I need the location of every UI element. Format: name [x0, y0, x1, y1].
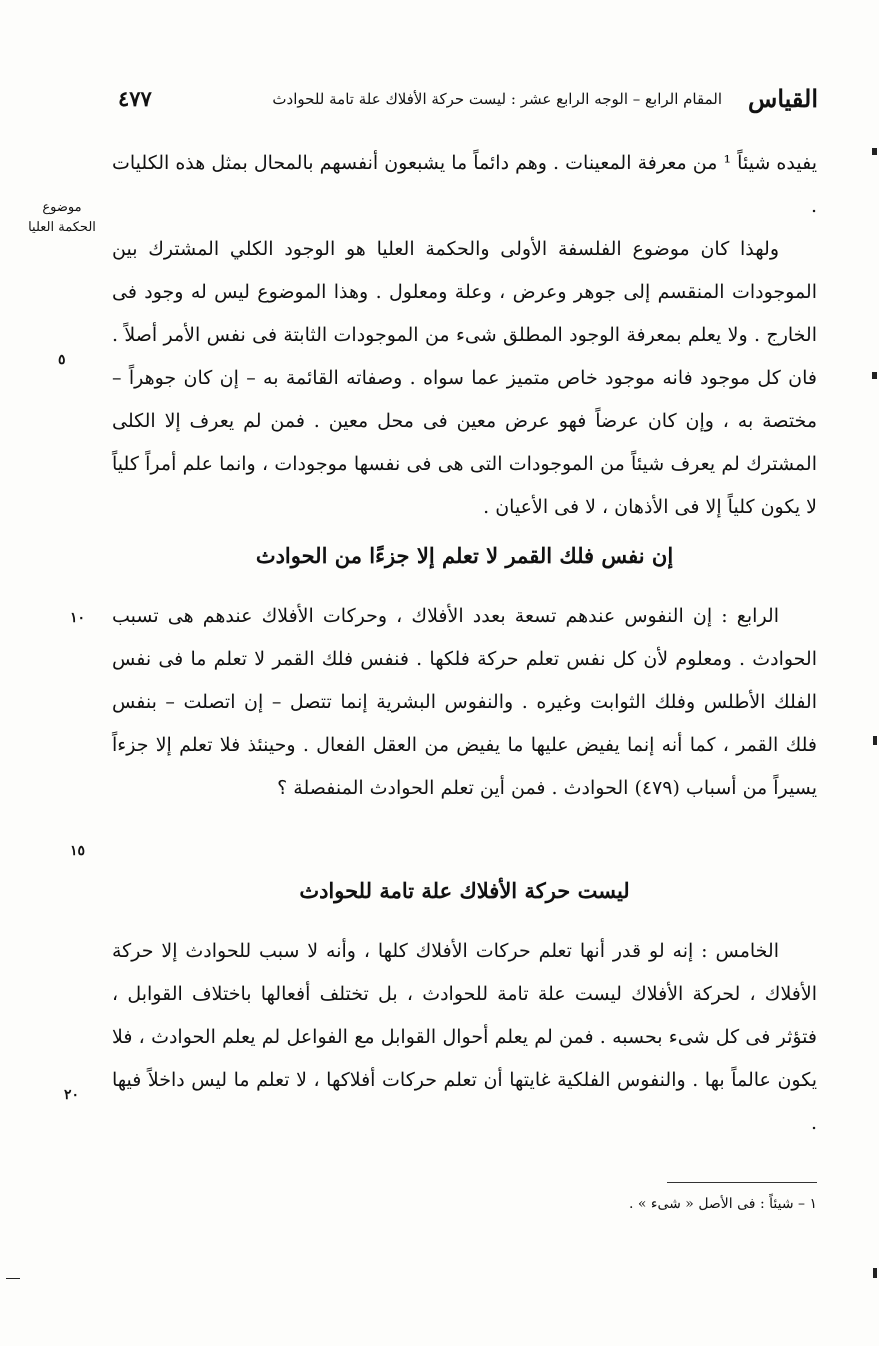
- paragraph-2: ولهذا كان موضوع الفلسفة الأولى والحكمة العليا هو الوجود الكلي المشترك بين الموجودات المنقسم إلى جوهر وعرض ، وعلة ومعلول . وهذا الموضوع ليس له وجود فى الخارج . ولا يعلم بمعرفة الوجود المطلق شىء من الموجودات الثابتة فى نفس الأمر أصلاً . فان كل موجود فانه موجود خاص متميز عما سواه . وصفاته القائمة به – إن كان جوهراً – مختصة به ، وإن كان عرضاً فهو عرض معين فى محل معين . فمن لم يعرف إلا الكلى المشترك لم يعرف شيئاً من الموجودات التى هى فى نفسها موجودات ، وانما علم أمراً كلياً لا يكون كلياً إلا فى الأذهان ، لا فى الأعيان .: [112, 238, 817, 518]
- footnote: ١ – شيئاً : فى الأصل « شىء » .: [628, 1196, 817, 1212]
- line-number-15: ١٥: [70, 843, 86, 859]
- body-text-block-3: [112, 930, 817, 1145]
- line-number-10: ١٠: [70, 610, 86, 626]
- paragraph-3: الرابع : إن النفوس عندهم تسعة بعدد الأفلاك ، وحركات الأفلاك عندهم هى تسبب الحوادث . ومعلوم لأن كل نفس تعلم حركة فلكها . فنفس فلك القمر لا تعلم ما فى نفس الفلك الأطلس وفلك الثوابت وغيره . والنفوس البشرية إنما تتصل – إن اتصلت – بنفس فلك القمر ، كما أنه إنما يفيض عليها ما يفيض من العقل الفعال . وحينئذ فلا تعلم إلا جزءاً يسيراً من أسباب (٤٧٩) الحوادث . فمن أين تعلم الحوادث المنفصلة ؟: [112, 605, 817, 799]
- book-title: القياس: [748, 84, 818, 113]
- paragraph-4: الخامس : إنه لو قدر أنها تعلم حركات الأفلاك كلها ، وأنه لا سبب للحوادث إلا حركة الأفلاك ، لحركة الأفلاك ليست علة تامة للحوادث ، بل تختلف أفعالها باختلاف القوابل ، فتؤثر فى كل شىء بحسبه . فمن لم يعلم أحوال القوابل مع الفواعل لم يعلم الحوادث ، فلا يكون عالماً بها . والنفوس الفلكية غايتها أن تعلم حركات أفلاكها ، لا تعلم ما ليس داخلاً فيها .: [112, 940, 817, 1134]
- body-text-block-2: [112, 595, 817, 810]
- scan-speck: [6, 1278, 20, 1279]
- body-text-block-1: [112, 142, 817, 529]
- scan-speck: [873, 736, 877, 745]
- margin-note: موضوع الحكمة العليا: [28, 200, 96, 235]
- running-title: المقام الرابع – الوجه الرابع عشر : ليست حركة الأفلاك علة تامة للحوادث: [272, 90, 722, 108]
- page-header: [118, 82, 818, 116]
- section-heading-1: إن نفس فلك القمر لا تعلم إلا جزءًا من الحوادث: [255, 543, 674, 568]
- page-number: ٤٧٧: [118, 86, 152, 111]
- section-heading-2: ليست حركة الأفلاك علة تامة للحوادث: [299, 878, 630, 903]
- line-number-20: ٢٠: [64, 1087, 80, 1103]
- line-number-5: ٥: [58, 352, 66, 368]
- footnote-rule: [667, 1182, 817, 1183]
- scan-speck: [873, 1268, 877, 1278]
- paragraph-1: يفيده شيئاً ¹ من معرفة المعينات . وهم دائماً ما يشبعون أنفسهم بالمحال بمثل هذه الكليات .: [112, 152, 817, 217]
- scan-speck: [872, 372, 877, 379]
- scan-speck: [872, 148, 877, 155]
